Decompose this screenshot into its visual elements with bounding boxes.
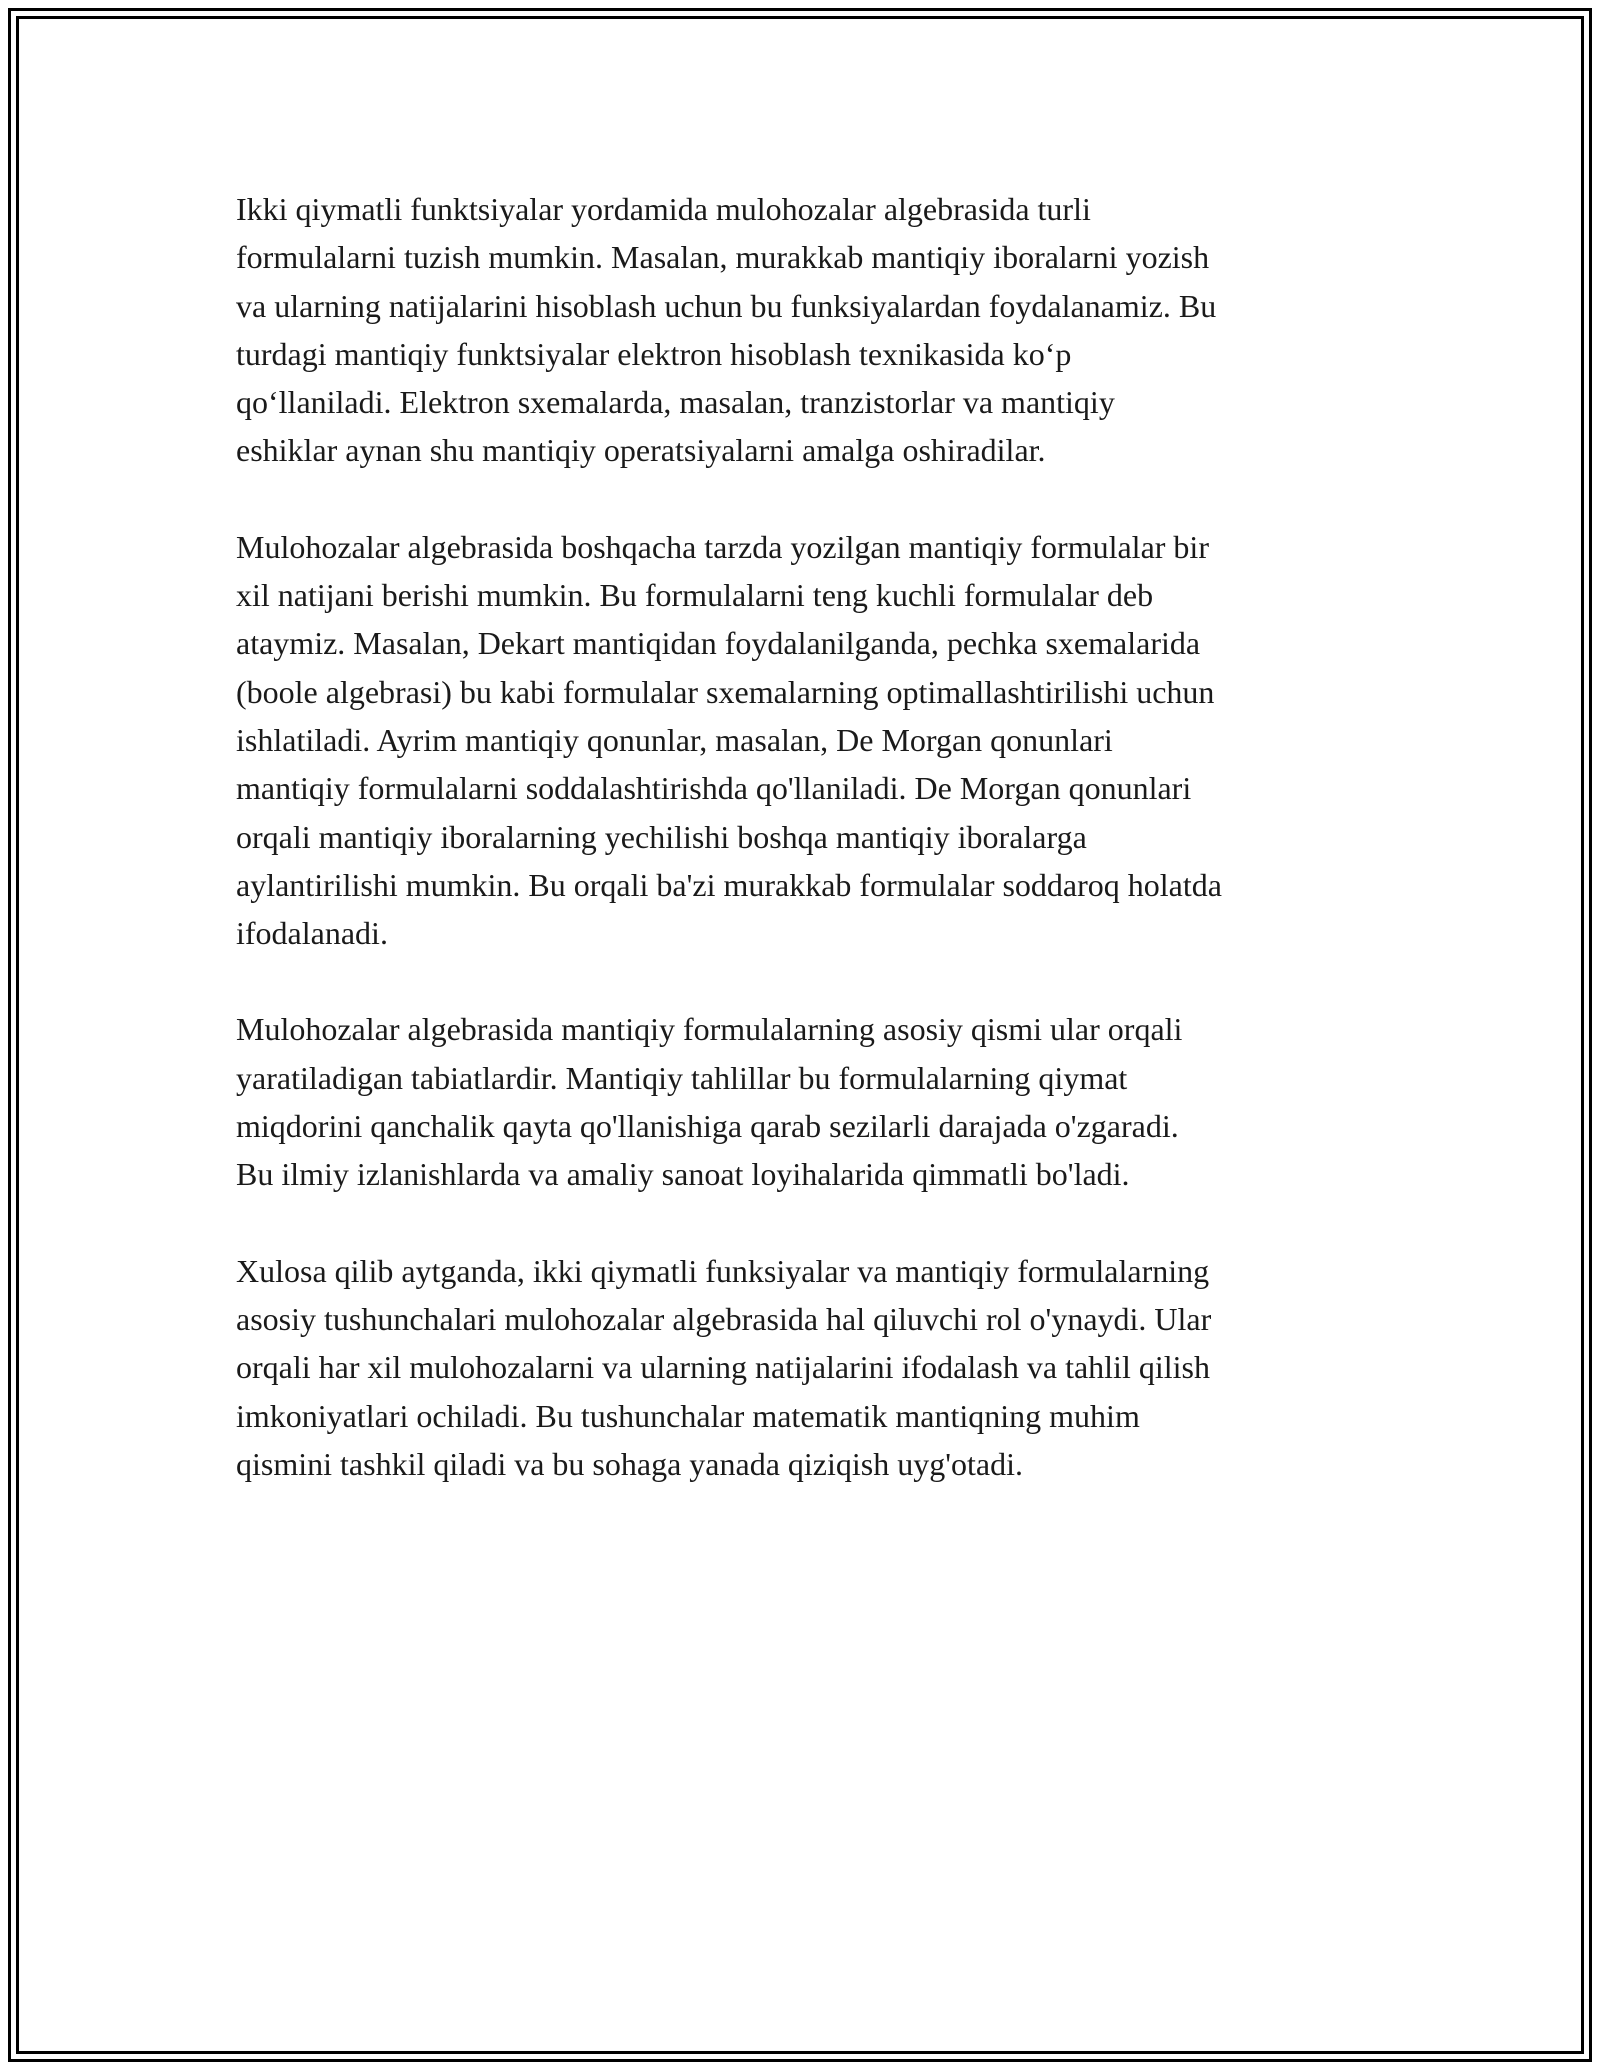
paragraph-4 xyxy=(236,1247,1376,1488)
paragraph-line: xil natijani berishi mumkin. Bu formulalarni teng kuchli formulalar deb xyxy=(236,577,1154,614)
paragraph-line: imkoniyatlari ochiladi. Bu tushunchalar matematik mantiqning muhim xyxy=(236,1397,1140,1434)
paragraph-line: Xulosa qilib aytganda, ikki qiymatli funksiyalar va mantiqiy formulalarning xyxy=(236,1252,1210,1289)
paragraph-line: (boole algebrasi) bu kabi formulalar sxemalarning optimallashtirilishi uchun xyxy=(236,673,1215,710)
paragraph-line: miqdorini qanchalik qayta qo'llanishiga qarab sezilarli darajada o'zgaradi. xyxy=(236,1108,1179,1145)
paragraph-line: ishlatiladi. Ayrim mantiqiy qonunlar, masalan, De Morgan qonunlari xyxy=(236,721,1113,758)
paragraph-line: asosiy tushunchalari mulohozalar algebrasida hal qiluvchi rol o'ynaydi. Ular xyxy=(236,1300,1212,1337)
paragraph-line: Ikki qiymatli funktsiyalar yordamida mulohozalar algebrasida turli xyxy=(236,191,1091,227)
paragraph-line: mantiqiy formulalarni soddalashtirishda qo'llaniladi. De Morgan qonunlari xyxy=(236,770,1192,807)
paragraph-line: ataymiz. Masalan, Dekart mantiqidan foydalanilganda, pechka sxemalarida xyxy=(236,625,1201,662)
paragraph-line: qo‘llaniladi. Elektron sxemalarda, masalan, tranzistorlar va mantiqiy xyxy=(236,384,1115,421)
paragraph-line: Bu ilmiy izlanishlarda va amaliy sanoat loyihalarida qimmatli bo'ladi. xyxy=(236,1156,1130,1193)
paragraph-line: aylantirilishi mumkin. Bu orqali ba'zi murakkab formulalar soddaroq holatda xyxy=(236,866,1222,903)
paragraph-line: yaratiladigan tabiatlardir. Mantiqiy tahlillar bu formulalarning qiymat xyxy=(236,1059,1128,1096)
paragraph-line: Mulohozalar algebrasida mantiqiy formulalarning asosiy qismi ular orqali xyxy=(236,1011,1183,1048)
paragraph-line: ifodalanadi. xyxy=(236,915,388,952)
paragraph-2 xyxy=(236,523,1376,958)
paragraph-3 xyxy=(236,1005,1376,1198)
paragraph-line: eshiklar aynan shu mantiqiy operatsiyalarni amalga oshiradilar. xyxy=(236,432,1046,469)
paragraph-line: qismini tashkil qiladi va bu sohaga yanada qiziqish uyg'otadi. xyxy=(236,1445,1023,1482)
paragraph-line: formulalarni tuzish mumkin. Masalan, murakkab mantiqiy iboralarni yozish xyxy=(236,239,1210,276)
paragraph-line: turdagi mantiqiy funktsiyalar elektron hisoblash texnikasida ko‘p xyxy=(236,335,1072,372)
paragraph-1 xyxy=(236,185,1376,475)
document-body xyxy=(236,185,1376,1536)
paragraph-line: orqali har xil mulohozalarni va ularning natijalarini ifodalash va tahlil qilish xyxy=(236,1349,1210,1386)
paragraph-line: Mulohozalar algebrasida boshqacha tarzda yozilgan mantiqiy formulalar bir xyxy=(236,528,1209,565)
paragraph-line: orqali mantiqiy iboralarning yechilishi boshqa mantiqiy iboralarga xyxy=(236,818,1087,855)
paragraph-line: va ularning natijalarini hisoblash uchun bu funksiyalardan foydalanamiz. Bu xyxy=(236,287,1217,324)
